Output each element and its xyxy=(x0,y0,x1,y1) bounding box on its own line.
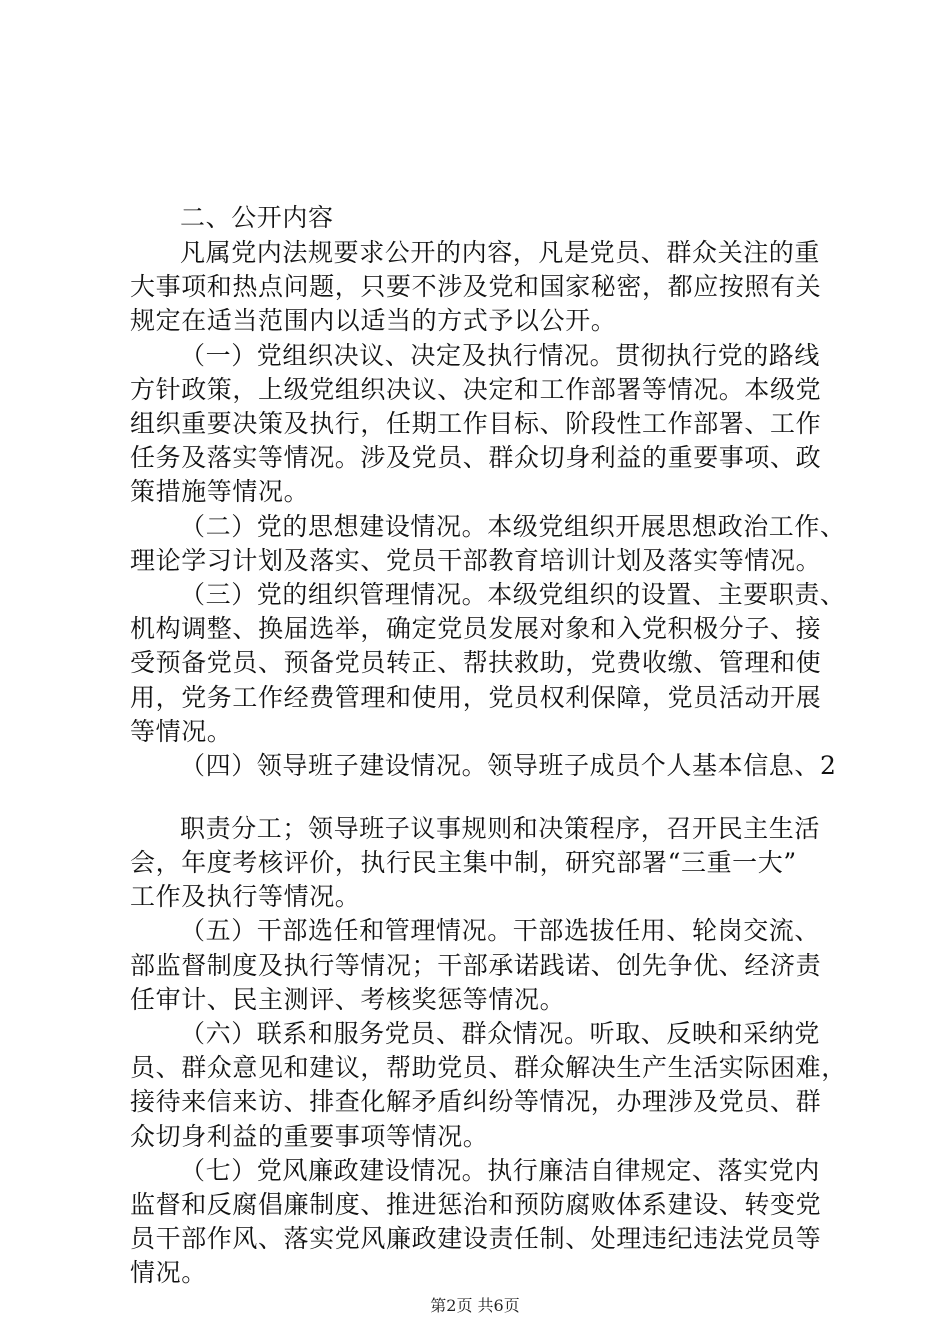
paragraph-line: 凡属党内法规要求公开的内容，凡是党员、群众关注的重 xyxy=(180,238,821,267)
paragraph-line: 情况。 xyxy=(130,1258,207,1287)
section-heading: 二、公开内容 xyxy=(180,203,334,232)
paragraph-line: 理论学习计划及落实、党员干部教育培训计划及落实等情况。 xyxy=(130,546,822,575)
paragraph-line: 机构调整、换届选举，确定党员发展对象和入党积极分子、接 xyxy=(130,614,822,643)
paragraph-line: 监督和反腐倡廉制度、推进惩治和预防腐败体系建设、转变党 xyxy=(130,1190,822,1219)
paragraph-line: 等情况。 xyxy=(130,717,233,746)
paragraph-line: 部监督制度及执行等情况；干部承诺践诺、创先争优、经济责 xyxy=(130,951,822,980)
paragraph-line: 职责分工；领导班子议事规则和决策程序，召开民主生活 xyxy=(180,814,821,843)
paragraph-line: （四）领导班子建设情况。领导班子成员个人基本信息、2 xyxy=(180,751,837,780)
page-number-footer: 第2页 共6页 xyxy=(430,1296,520,1315)
paragraph-line: 规定在适当范围内以适当的方式予以公开。 xyxy=(130,306,617,335)
paragraph-line: 员、群众意见和建议，帮助党员、群众解决生产生活实际困难， xyxy=(130,1053,847,1082)
paragraph-line: （三）党的组织管理情况。本级党组织的设置、主要职责、 xyxy=(180,580,846,609)
paragraph-line: （一）党组织决议、决定及执行情况。贯彻执行党的路线 xyxy=(180,341,821,370)
paragraph-line: 众切身利益的重要事项等情况。 xyxy=(130,1122,489,1151)
paragraph-line: 策措施等情况。 xyxy=(130,477,310,506)
paragraph-line: （六）联系和服务党员、群众情况。听取、反映和采纳党 xyxy=(180,1019,821,1048)
paragraph-line: （七）党风廉政建设情况。执行廉洁自律规定、落实党内 xyxy=(180,1156,821,1185)
paragraph-line: 员干部作风、落实党风廉政建设责任制、处理违纪违法党员等 xyxy=(130,1224,822,1253)
paragraph-line: 任审计、民主测评、考核奖惩等情况。 xyxy=(130,985,566,1014)
paragraph-line: 用，党务工作经费管理和使用，党员权利保障，党员活动开展 xyxy=(130,683,822,712)
paragraph-line: 组织重要决策及执行，任期工作目标、阶段性工作部署、工作 xyxy=(130,409,822,438)
paragraph-line: （二）党的思想建设情况。本级党组织开展思想政治工作、 xyxy=(180,512,846,541)
paragraph-line: （五）干部选任和管理情况。干部选拔任用、轮岗交流、 xyxy=(180,916,821,945)
paragraph-line: 受预备党员、预备党员转正、帮扶救助，党费收缴、管理和使 xyxy=(130,648,822,677)
paragraph-line: 任务及落实等情况。涉及党员、群众切身利益的重要事项、政 xyxy=(130,443,822,472)
paragraph-line: 方针政策，上级党组织决议、决定和工作部署等情况。本级党 xyxy=(130,375,822,404)
paragraph-line: 会，年度考核评价，执行民主集中制，研究部署“三重一大” xyxy=(130,848,797,877)
paragraph-line: 大事项和热点问题，只要不涉及党和国家秘密，都应按照有关 xyxy=(130,272,822,301)
paragraph-line: 工作及执行等情况。 xyxy=(130,882,361,911)
paragraph-line: 接待来信来访、排查化解矛盾纠纷等情况，办理涉及党员、群 xyxy=(130,1087,822,1116)
